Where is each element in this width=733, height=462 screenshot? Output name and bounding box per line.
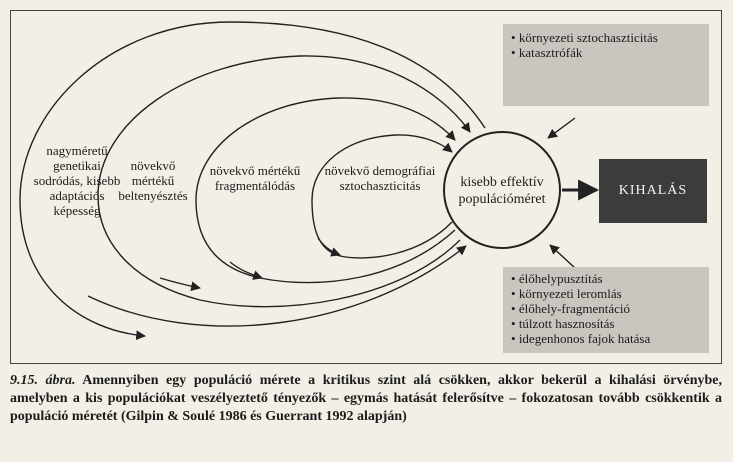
arrow-from-bottom-box: [550, 245, 575, 268]
ring-2-return: [160, 278, 200, 288]
ring-4-return: [318, 238, 340, 255]
ring-outer-return: [88, 246, 466, 326]
bottom-factor-item: • élőhelypusztítás: [511, 271, 701, 286]
bottom-factor-item: • idegenhonos fajok hatása: [511, 331, 701, 346]
ring-label-1: nagyméretű genetikai sodródás, kisebb adaptációs képesség: [33, 143, 121, 218]
figure-caption: [10, 372, 722, 426]
bottom-factor-item: • túlzott hasznosítás: [511, 316, 701, 331]
arrow-from-top-box: [548, 118, 575, 138]
ring-label-4: növekvő demográfiai sztochaszticitás: [324, 163, 436, 193]
top-factor-item: • környezeti sztochaszticitás: [511, 30, 701, 45]
outcome-box: [599, 159, 707, 223]
bottom-factor-box: [503, 267, 709, 353]
ring-4: [312, 135, 452, 258]
center-label: kisebb effektív populációméret: [458, 175, 546, 207]
caption-text: Amennyiben egy populáció mérete a kritikus szint alá csökken, akkor bekerül a kihalási örvénybe, amelyben a kis populációkat veszélyeztető tényezők – egymás hatását felerősítve – fokozatosan tovább csökkentik a populáció méretét (Gilpin & Soulé 1986 és Guerrant 1992 alapján): [10, 373, 723, 424]
ring-label-2: növekvő mértékű beltenyésztés: [118, 158, 188, 203]
top-factor-item: • katasztrófák: [511, 45, 701, 60]
ring-label-3: növekvő mértékű fragmentálódás: [209, 163, 301, 193]
top-factor-box: [503, 24, 709, 106]
bottom-factor-item: • környezeti leromlás: [511, 286, 701, 301]
figure-label: 9.15. ábra.: [10, 373, 76, 388]
bottom-factor-item: • élőhely-fragmentáció: [511, 301, 701, 316]
outcome-label: KIHALÁS: [618, 183, 688, 198]
